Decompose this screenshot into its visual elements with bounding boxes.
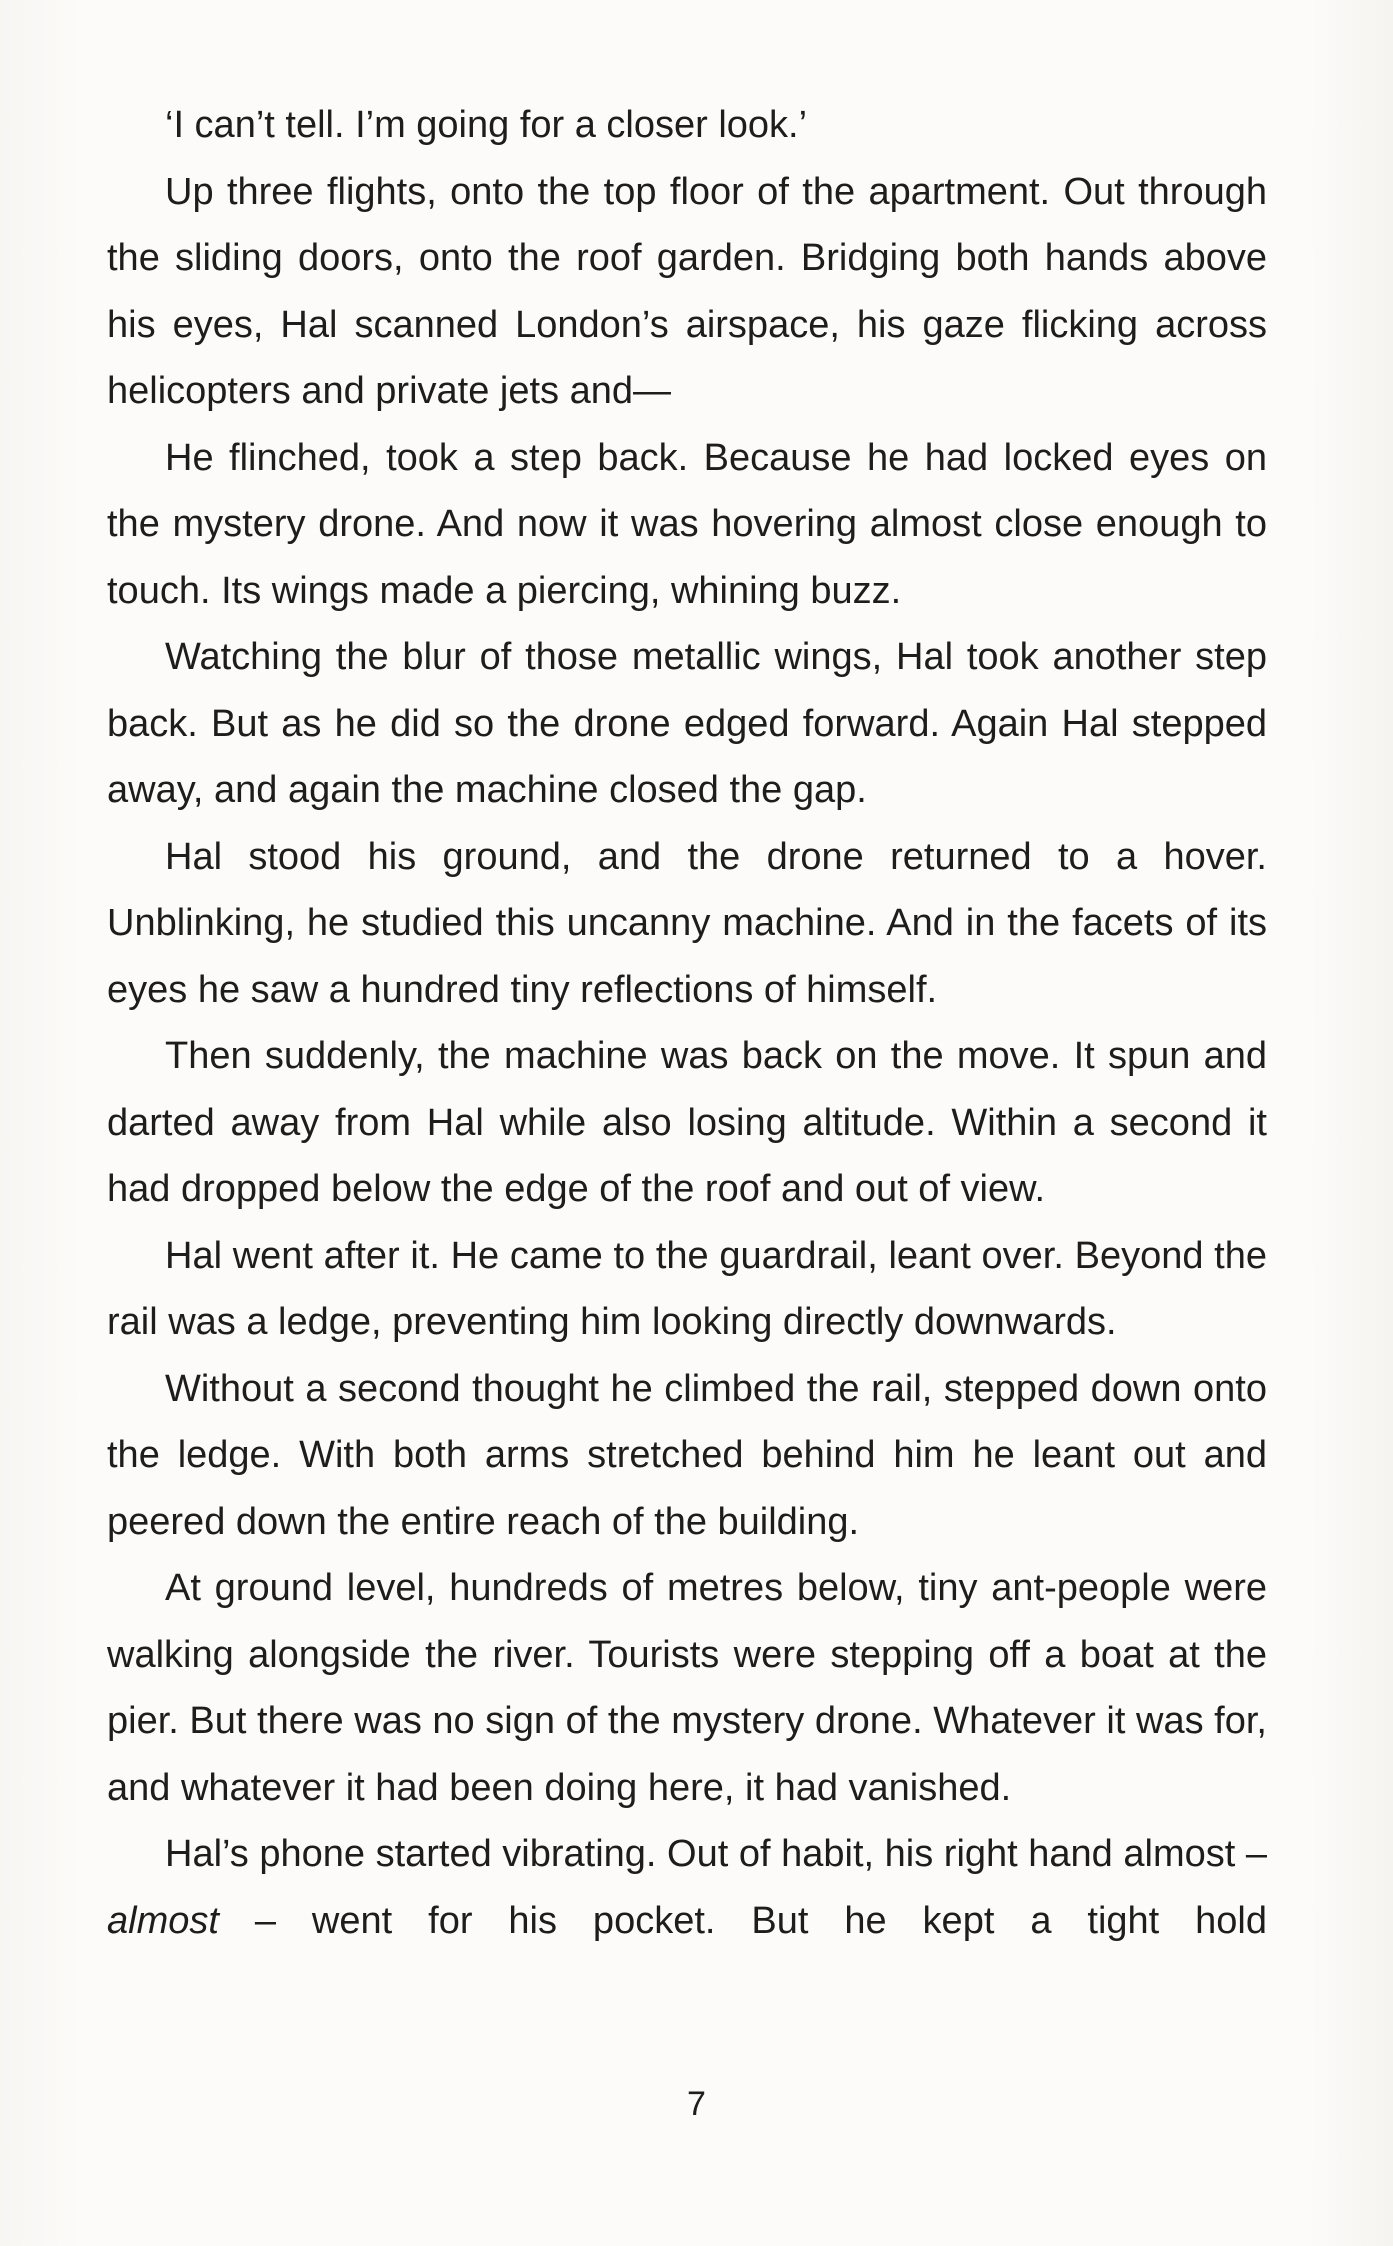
- paragraph-3: He flinched, took a step back. Because he had locked eyes on the mystery drone. And now it was hovering almost close enough to touch. Its wings made a piercing, whining buzz.: [107, 436, 1267, 612]
- paragraph-6: Then suddenly, the machine was back on the move. It spun and darted away from Hal while also losing altitude. Within a second it had dropped below the edge of the roof and out of view.: [107, 1035, 1267, 1210]
- paragraph-1: ‘I can’t tell. I’m going for a closer look.’: [165, 104, 808, 146]
- paragraph-5: Hal stood his ground, and the drone returned to a hover. Unblinking, he studied this uncanny machine. And in the facets of its eyes he saw a hundred tiny reflections of himself.: [107, 835, 1267, 1011]
- paragraph-8: Without a second thought he climbed the rail, stepped down onto the ledge. With both arms stretched behind him he leant out and peered down the entire reach of the building.: [107, 1367, 1267, 1543]
- paragraph-10: [107, 1821, 1267, 1954]
- emphasized-word: almost: [107, 1899, 219, 1942]
- page-number: 7: [687, 2085, 706, 2123]
- paragraph-2: Up three flights, onto the top floor of the apartment. Out through the sliding doors, onto the roof garden. Bridging both hands above his eyes, Hal scanned London’s airspace, his gaze flicking across helicopters and private jets and—: [107, 170, 1267, 412]
- body-text: [107, 92, 1267, 1954]
- paragraph-10-end: – went for his pocket. But he kept a tight hold: [218, 1899, 1267, 1942]
- paragraph-4: Watching the blur of those metallic wings, Hal took another step back. But as he did so the drone edged forward. Again Hal stepped away, and again the machine closed the gap.: [107, 636, 1267, 811]
- paragraph-9: At ground level, hundreds of metres below, tiny ant-people were walking alongside the river. Tourists were stepping off a boat at the pier. But there was no sign of the mystery drone. Whatever it was for, and whatever it had been doing here, it had vanished.: [107, 1567, 1267, 1809]
- paragraph-10-start: Hal’s phone started vibrating. Out of habit, his right hand almost –: [165, 1833, 1267, 1875]
- paragraph-7: Hal went after it. He came to the guardrail, leant over. Beyond the rail was a ledge, preventing him looking directly downwards.: [107, 1234, 1267, 1343]
